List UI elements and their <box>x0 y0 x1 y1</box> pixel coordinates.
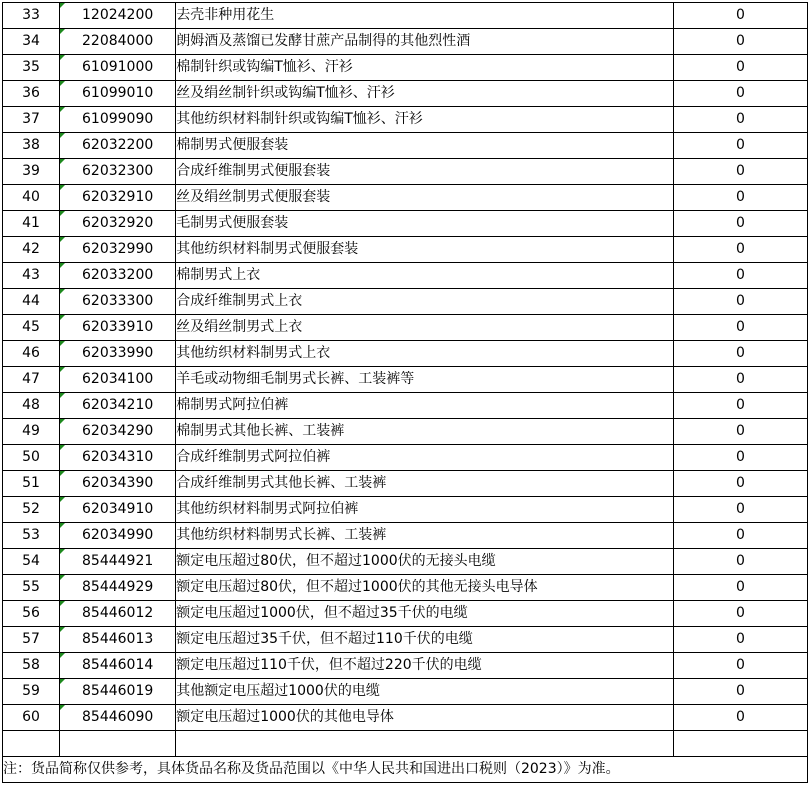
hs-code-cell[interactable]: 62034310 <box>60 445 176 471</box>
row-number-cell[interactable]: 52 <box>3 497 60 523</box>
note-row <box>3 757 808 783</box>
hs-code-cell[interactable]: 62033990 <box>60 341 176 367</box>
hs-code-cell[interactable]: 85446013 <box>60 627 176 653</box>
hs-code-cell[interactable]: 62033910 <box>60 315 176 341</box>
empty-row <box>3 731 808 757</box>
table-row <box>3 393 808 419</box>
goods-name-cell[interactable]: 额定电压超过1000伏的其他电导体 <box>176 705 674 731</box>
hs-code-cell[interactable]: 62034100 <box>60 367 176 393</box>
value-cell[interactable]: 0 <box>673 549 807 575</box>
goods-name-cell[interactable]: 棉制男式上衣 <box>176 263 674 289</box>
table-row <box>3 289 808 315</box>
table-row <box>3 367 808 393</box>
hs-code-cell[interactable]: 62034390 <box>60 471 176 497</box>
goods-name-cell[interactable]: 其他纺织材料制男式上衣 <box>176 341 674 367</box>
table-row <box>3 575 808 601</box>
hs-code-cell[interactable]: 85446019 <box>60 679 176 705</box>
hs-code-cell[interactable]: 12024200 <box>60 3 176 29</box>
hs-code-cell[interactable]: 62034290 <box>60 419 176 445</box>
value-cell[interactable]: 0 <box>673 367 807 393</box>
row-number-cell[interactable]: 39 <box>3 159 60 185</box>
value-cell[interactable]: 0 <box>673 497 807 523</box>
table-row <box>3 523 808 549</box>
table-row <box>3 185 808 211</box>
table-row <box>3 211 808 237</box>
value-cell[interactable]: 0 <box>673 627 807 653</box>
row-number-cell[interactable]: 48 <box>3 393 60 419</box>
goods-name-cell[interactable]: 丝及绢丝制针织或钩编T恤衫、汗衫 <box>176 81 674 107</box>
hs-code-cell[interactable]: 62034210 <box>60 393 176 419</box>
value-cell[interactable]: 0 <box>673 81 807 107</box>
row-number-cell[interactable]: 59 <box>3 679 60 705</box>
goods-name-cell[interactable]: 合成纤维制男式便服套装 <box>176 159 674 185</box>
goods-name-cell[interactable]: 合成纤维制男式上衣 <box>176 289 674 315</box>
hs-code-cell[interactable]: 85446014 <box>60 653 176 679</box>
value-cell[interactable]: 0 <box>673 653 807 679</box>
row-number-cell[interactable]: 42 <box>3 237 60 263</box>
value-cell[interactable]: 0 <box>673 211 807 237</box>
goods-name-cell[interactable]: 毛制男式便服套装 <box>176 211 674 237</box>
table-row <box>3 705 808 731</box>
goods-name-cell[interactable]: 羊毛或动物细毛制男式长裤、工装裤等 <box>176 367 674 393</box>
table-row <box>3 549 808 575</box>
value-cell[interactable]: 0 <box>673 393 807 419</box>
value-cell[interactable]: 0 <box>673 29 807 55</box>
goods-name-cell[interactable]: 额定电压超过35千伏，但不超过110千伏的电缆 <box>176 627 674 653</box>
table-row <box>3 263 808 289</box>
table-body <box>3 3 808 783</box>
hs-code-cell[interactable]: 62034990 <box>60 523 176 549</box>
hs-code-cell[interactable]: 61091000 <box>60 55 176 81</box>
goods-name-cell[interactable]: 棉制男式阿拉伯裤 <box>176 393 674 419</box>
table-row <box>3 653 808 679</box>
value-cell[interactable]: 0 <box>673 133 807 159</box>
goods-name-cell[interactable]: 朗姆酒及蒸馏已发酵甘蔗产品制得的其他烈性酒 <box>176 29 674 55</box>
footnote[interactable]: 注：货品简称仅供参考，具体货品名称及货品范围以《中华人民共和国进出口税则（2023）》为准。 <box>3 757 808 783</box>
hs-code-cell[interactable]: 61099090 <box>60 107 176 133</box>
goods-name-cell[interactable]: 额定电压超过80伏，但不超过1000伏的其他无接头电导体 <box>176 575 674 601</box>
hs-code-cell[interactable]: 85446012 <box>60 601 176 627</box>
value-cell[interactable]: 0 <box>673 679 807 705</box>
goods-name-cell[interactable]: 其他额定电压超过1000伏的电缆 <box>176 679 674 705</box>
hs-code-cell[interactable]: 62033200 <box>60 263 176 289</box>
row-number-cell[interactable]: 44 <box>3 289 60 315</box>
row-number-cell[interactable]: 45 <box>3 315 60 341</box>
row-number-cell[interactable]: 34 <box>3 29 60 55</box>
goods-name-cell[interactable]: 去壳非种用花生 <box>176 3 674 29</box>
row-number-cell[interactable]: 33 <box>3 3 60 29</box>
empty-cell[interactable] <box>3 731 60 757</box>
table-row <box>3 419 808 445</box>
table-row <box>3 133 808 159</box>
goods-name-cell[interactable]: 其他纺织材料制男式长裤、工装裤 <box>176 523 674 549</box>
row-number-cell[interactable]: 49 <box>3 419 60 445</box>
table-row <box>3 627 808 653</box>
empty-cell[interactable] <box>176 731 674 757</box>
goods-name-cell[interactable]: 额定电压超过110千伏，但不超过220千伏的电缆 <box>176 653 674 679</box>
row-number-cell[interactable]: 54 <box>3 549 60 575</box>
row-number-cell[interactable]: 60 <box>3 705 60 731</box>
row-number-cell[interactable]: 35 <box>3 55 60 81</box>
table-row <box>3 679 808 705</box>
table-row <box>3 29 808 55</box>
goods-name-cell[interactable]: 额定电压超过1000伏，但不超过35千伏的电缆 <box>176 601 674 627</box>
goods-name-cell[interactable]: 其他纺织材料制针织或钩编T恤衫、汗衫 <box>176 107 674 133</box>
value-cell[interactable]: 0 <box>673 107 807 133</box>
hs-code-cell[interactable]: 61099010 <box>60 81 176 107</box>
goods-name-cell[interactable]: 棉制针织或钩编T恤衫、汗衫 <box>176 55 674 81</box>
hs-code-cell[interactable]: 85444929 <box>60 575 176 601</box>
value-cell[interactable]: 0 <box>673 263 807 289</box>
row-number-cell[interactable]: 56 <box>3 601 60 627</box>
table-row <box>3 341 808 367</box>
goods-name-cell[interactable]: 棉制男式便服套装 <box>176 133 674 159</box>
table-row <box>3 471 808 497</box>
value-cell[interactable]: 0 <box>673 705 807 731</box>
value-cell[interactable]: 0 <box>673 3 807 29</box>
hs-code-cell[interactable]: 22084000 <box>60 29 176 55</box>
table-row <box>3 601 808 627</box>
row-number-cell[interactable]: 50 <box>3 445 60 471</box>
table-row <box>3 445 808 471</box>
row-number-cell[interactable]: 51 <box>3 471 60 497</box>
goods-name-cell[interactable]: 额定电压超过80伏，但不超过1000伏的无接头电缆 <box>176 549 674 575</box>
value-cell[interactable]: 0 <box>673 289 807 315</box>
hs-code-cell[interactable]: 62032920 <box>60 211 176 237</box>
table-row <box>3 315 808 341</box>
value-cell[interactable]: 0 <box>673 575 807 601</box>
value-cell[interactable]: 0 <box>673 419 807 445</box>
hs-code-cell[interactable]: 62032990 <box>60 237 176 263</box>
row-number-cell[interactable]: 57 <box>3 627 60 653</box>
value-cell[interactable]: 0 <box>673 341 807 367</box>
tariff-table <box>2 2 808 783</box>
table-row <box>3 81 808 107</box>
value-cell[interactable]: 0 <box>673 523 807 549</box>
value-cell[interactable]: 0 <box>673 159 807 185</box>
table-row <box>3 107 808 133</box>
table-row <box>3 237 808 263</box>
goods-name-cell[interactable]: 其他纺织材料制男式阿拉伯裤 <box>176 497 674 523</box>
row-number-cell[interactable]: 47 <box>3 367 60 393</box>
row-number-cell[interactable]: 53 <box>3 523 60 549</box>
spreadsheet <box>2 2 808 783</box>
goods-name-cell[interactable]: 丝及绢丝制男式上衣 <box>176 315 674 341</box>
row-number-cell[interactable]: 43 <box>3 263 60 289</box>
row-number-cell[interactable]: 37 <box>3 107 60 133</box>
row-number-cell[interactable]: 38 <box>3 133 60 159</box>
hs-code-cell[interactable]: 62032910 <box>60 185 176 211</box>
hs-code-cell[interactable]: 62034910 <box>60 497 176 523</box>
row-number-cell[interactable]: 40 <box>3 185 60 211</box>
value-cell[interactable]: 0 <box>673 55 807 81</box>
row-number-cell[interactable]: 46 <box>3 341 60 367</box>
table-row <box>3 497 808 523</box>
hs-code-cell[interactable]: 85446090 <box>60 705 176 731</box>
hs-code-cell[interactable]: 62033300 <box>60 289 176 315</box>
row-number-cell[interactable]: 58 <box>3 653 60 679</box>
row-number-cell[interactable]: 41 <box>3 211 60 237</box>
hs-code-cell[interactable]: 62032200 <box>60 133 176 159</box>
value-cell[interactable]: 0 <box>673 315 807 341</box>
value-cell[interactable]: 0 <box>673 237 807 263</box>
goods-name-cell[interactable]: 其他纺织材料制男式便服套装 <box>176 237 674 263</box>
value-cell[interactable]: 0 <box>673 445 807 471</box>
goods-name-cell[interactable]: 合成纤维制男式其他长裤、工装裤 <box>176 471 674 497</box>
goods-name-cell[interactable]: 棉制男式其他长裤、工装裤 <box>176 419 674 445</box>
goods-name-cell[interactable]: 合成纤维制男式阿拉伯裤 <box>176 445 674 471</box>
value-cell[interactable]: 0 <box>673 185 807 211</box>
empty-cell[interactable] <box>673 731 807 757</box>
value-cell[interactable]: 0 <box>673 601 807 627</box>
hs-code-cell[interactable]: 62032300 <box>60 159 176 185</box>
value-cell[interactable]: 0 <box>673 471 807 497</box>
hs-code-cell[interactable]: 85444921 <box>60 549 176 575</box>
table-row <box>3 3 808 29</box>
goods-name-cell[interactable]: 丝及绢丝制男式便服套装 <box>176 185 674 211</box>
table-row <box>3 55 808 81</box>
row-number-cell[interactable]: 36 <box>3 81 60 107</box>
empty-cell[interactable] <box>60 731 176 757</box>
table-row <box>3 159 808 185</box>
row-number-cell[interactable]: 55 <box>3 575 60 601</box>
